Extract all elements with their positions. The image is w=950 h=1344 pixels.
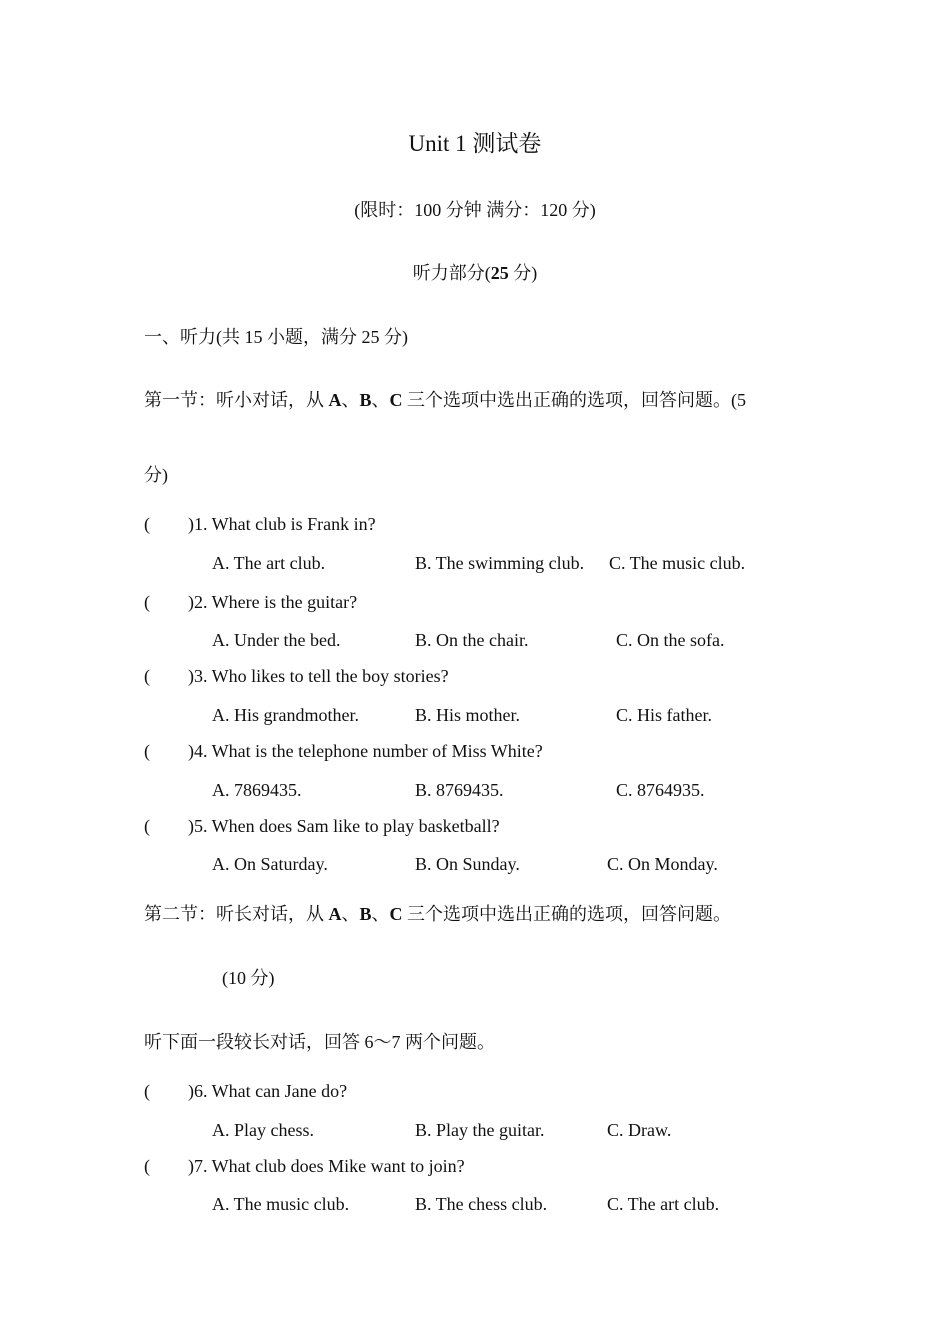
option-letter-a: A [328,904,342,924]
q3-option-b: B. His mother. [415,705,521,725]
question-4: )4. What is the telephone number of Miss White? [188,741,543,761]
separator: 、 [371,904,390,924]
question-2: )2. Where is the guitar? [188,592,358,612]
answer-paren: ( [144,666,150,686]
q1-option-c: C. The music club. [609,553,746,573]
subsection-2-text-start: 第二节：听长对话，从 [144,904,329,924]
dialogue-instruction: 听下面一段较长对话，回答 6～7 两个问题。 [144,1032,495,1052]
option-letter-c: C [389,390,403,410]
q6-option-c: C. Draw. [607,1120,672,1140]
answer-paren: ( [144,741,150,761]
option-letter-b: B [359,390,372,410]
q5-option-b: B. On Sunday. [415,854,520,874]
q2-option-a: A. Under the bed. [212,630,341,650]
page-title: Unit 1 测试卷 [408,131,542,156]
question-3: )3. Who likes to tell the boy stories? [188,666,449,686]
q3-option-a: A. His grandmother. [212,705,359,725]
answer-paren: ( [144,592,150,612]
answer-paren: ( [144,514,150,534]
q5-option-c: C. On Monday. [607,854,718,874]
subsection-1-text-end: 三个选项中选出正确的选项，回答问题。(5 [402,390,747,410]
q7-option-a: A. The music club. [212,1194,350,1214]
answer-paren: ( [144,1156,150,1176]
subsection-1-heading [144,391,746,409]
subsection-1-heading-cont: 分) [144,465,168,485]
q2-option-b: B. On the chair. [415,630,529,650]
part-heading-prefix: 听力部分( [412,263,491,283]
q1-option-b: B. The swimming club. [415,553,585,573]
q4-option-b: B. 8769435. [415,780,504,800]
option-letter-a: A [328,390,342,410]
subsection-1-text-start: 第一节：听小对话，从 [144,390,329,410]
option-letter-b: B [359,904,372,924]
question-1: )1. What club is Frank in? [188,514,376,534]
q7-option-b: B. The chess club. [415,1194,548,1214]
q6-option-a: A. Play chess. [212,1120,314,1140]
part-heading-score: 25 [490,263,509,283]
part-heading [0,264,950,282]
answer-paren: ( [144,1081,150,1101]
answer-paren: ( [144,816,150,836]
q2-option-c: C. On the sofa. [616,630,725,650]
subsection-2-text-end: 三个选项中选出正确的选项，回答问题。 [402,904,732,924]
q4-option-c: C. 8764935. [616,780,705,800]
separator: 、 [341,904,360,924]
option-letter-c: C [389,904,403,924]
q6-option-b: B. Play the guitar. [415,1120,545,1140]
question-5: )5. When does Sam like to play basketball? [188,816,500,836]
q3-option-c: C. His father. [616,705,712,725]
separator: 、 [341,390,360,410]
subsection-2-heading [144,905,731,923]
part-heading-suffix: 分) [508,263,538,283]
time-score-info: (限时：100 分钟 满分：120 分) [354,200,596,220]
section-heading: 一、听力(共 15 小题，满分 25 分) [144,327,408,347]
q4-option-a: A. 7869435. [212,780,302,800]
separator: 、 [371,390,390,410]
q7-option-c: C. The art club. [607,1194,720,1214]
question-7: )7. What club does Mike want to join? [188,1156,465,1176]
subsection-2-score: (10 分) [222,968,275,988]
question-6: )6. What can Jane do? [188,1081,348,1101]
q1-option-a: A. The art club. [212,553,326,573]
q5-option-a: A. On Saturday. [212,854,328,874]
